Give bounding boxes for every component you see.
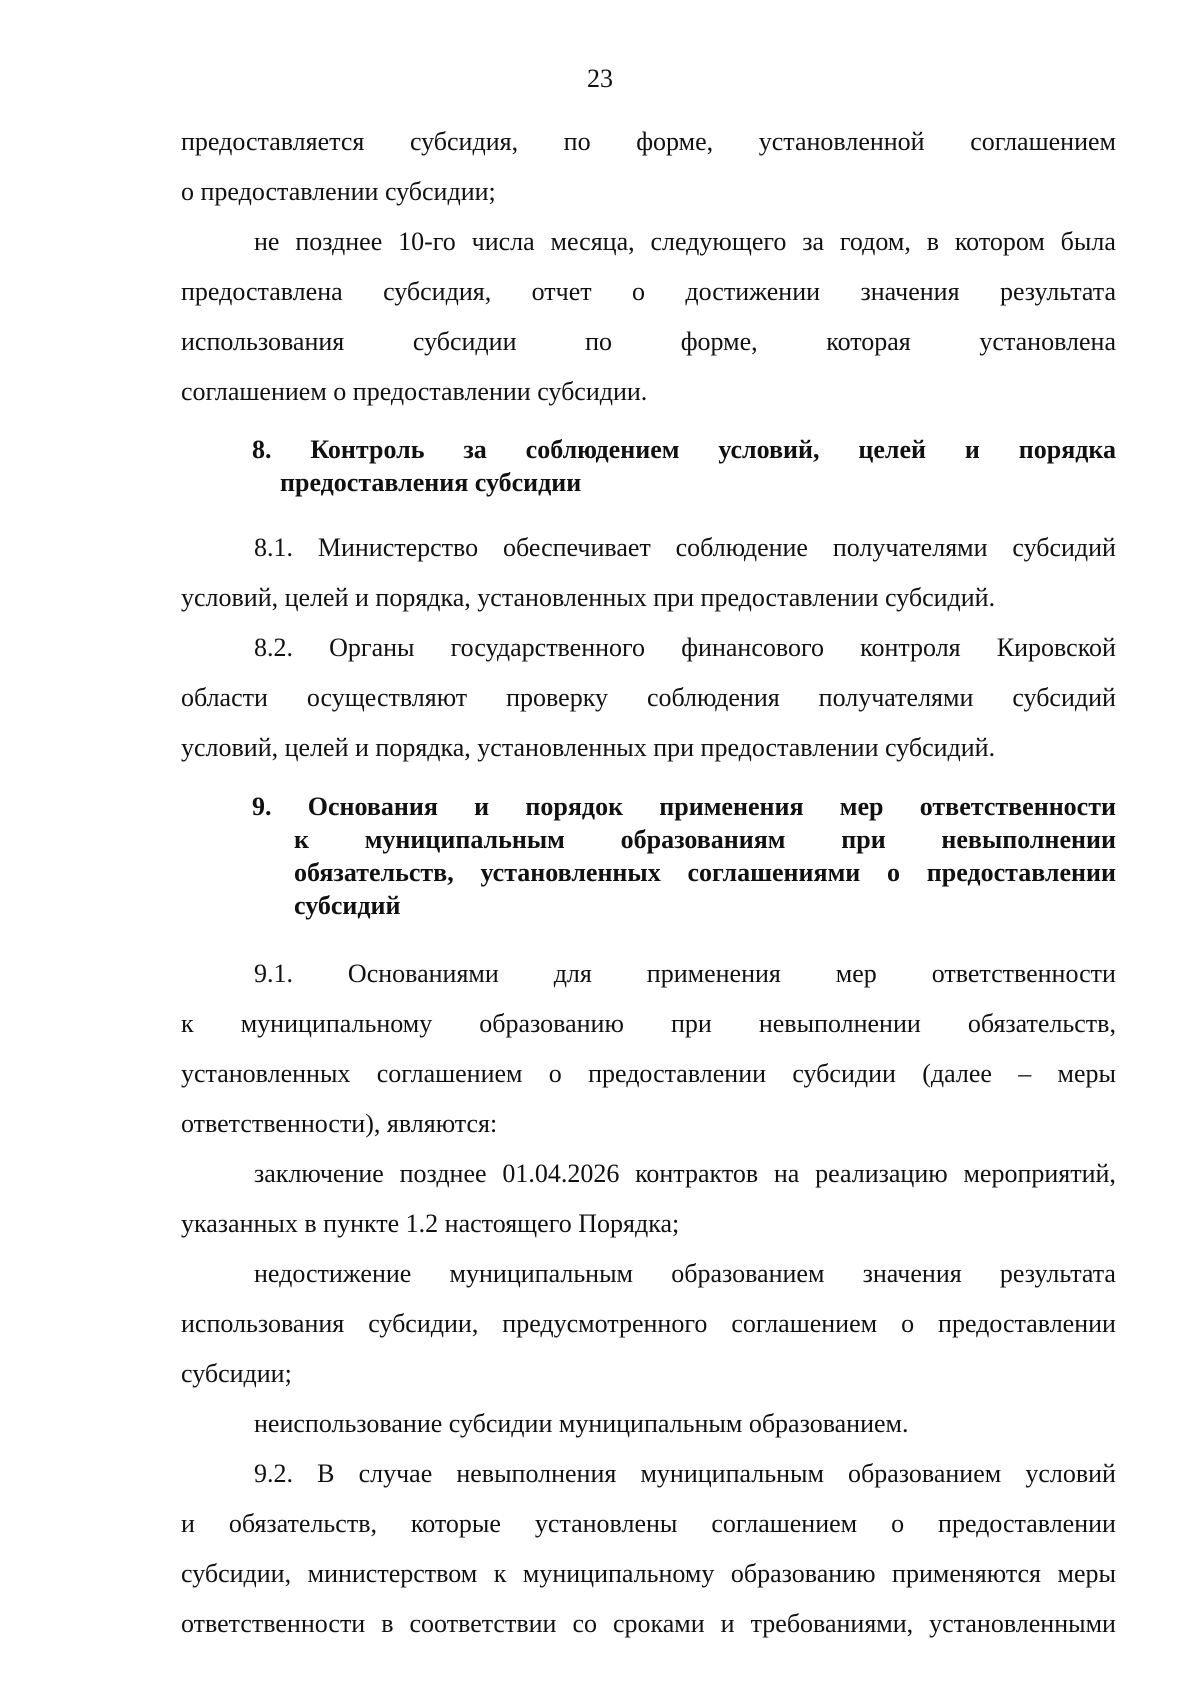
text-line: заключение позднее 01.04.2026 контрактов на реализацию мероприятий, xyxy=(254,1159,1116,1188)
text-line: субсидии; xyxy=(181,1359,292,1388)
text-line: предоставлена субсидия, отчет о достижении значения результата xyxy=(181,277,1116,306)
text-line: о предоставлении субсидии; xyxy=(181,177,496,206)
text-line: 8.1. Министерство обеспечивает соблюдение получателями субсидий xyxy=(254,533,1116,562)
text-line: использования субсидии по форме, которая установлена xyxy=(181,327,1116,356)
paragraph-report-deadline xyxy=(181,217,1116,417)
text-line: соглашением о предоставлении субсидии. xyxy=(181,377,648,406)
heading-line: субсидий xyxy=(294,891,401,920)
text-line: установленных соглашением о предоставлении субсидии (далее – меры xyxy=(181,1059,1116,1088)
heading-line: предоставления субсидии xyxy=(280,468,582,497)
text-line: ответственности в соответствии со сроками и требованиями, установленными xyxy=(181,1609,1116,1638)
paragraph-9-1-item-unused xyxy=(181,1399,1116,1449)
text-line: условий, целей и порядка, установленных при предоставлении субсидий. xyxy=(181,583,996,612)
text-line: субсидии, министерством к муниципальному образованию применяются меры xyxy=(181,1559,1116,1588)
text-line: области осуществляют проверку соблюдения получателями субсидий xyxy=(181,683,1116,712)
text-line: предоставляется субсидия, по форме, установленной соглашением xyxy=(181,127,1116,156)
text-line: использования субсидии, предусмотренного соглашением о предоставлении xyxy=(181,1309,1116,1338)
text-line: к муниципальному образованию при невыполнении обязательств, xyxy=(181,1009,1116,1038)
text-line: неиспользование субсидии муниципальным образованием. xyxy=(254,1409,909,1438)
paragraph-9-1-item-result xyxy=(181,1249,1116,1399)
text-line: не позднее 10-го числа месяца, следующего за годом, в котором была xyxy=(254,227,1116,256)
text-line: и обязательств, которые установлены соглашением о предоставлении xyxy=(181,1509,1116,1538)
heading-line: 9. Основания и порядок применения мер ответственности xyxy=(252,792,1116,821)
text-line: ответственности), являются: xyxy=(181,1109,498,1138)
text-line: условий, целей и порядка, установленных при предоставлении субсидий. xyxy=(181,733,996,762)
heading-line: обязательств, установленных соглашениями о предоставлении xyxy=(294,858,1116,887)
section-heading-9 xyxy=(252,790,1116,922)
paragraph-9-2 xyxy=(181,1449,1116,1649)
text-line: 9.1. Основаниями для применения мер ответственности xyxy=(254,959,1116,988)
paragraph-9-1 xyxy=(181,949,1116,1149)
heading-line: 8. Контроль за соблюдением условий, целей и порядка xyxy=(252,435,1116,464)
paragraph-report-form xyxy=(181,117,1116,217)
text-line: недостижение муниципальным образованием значения результата xyxy=(254,1259,1116,1288)
page-number: 23 xyxy=(587,64,613,93)
paragraph-8-1 xyxy=(181,523,1116,623)
text-line: указанных в пункте 1.2 настоящего Порядка; xyxy=(181,1209,680,1238)
heading-line: к муниципальным образованиям при невыполнении xyxy=(294,825,1116,854)
paragraph-8-2 xyxy=(181,623,1116,773)
text-line: 8.2. Органы государственного финансового контроля Кировской xyxy=(254,633,1116,662)
paragraph-9-1-item-contracts xyxy=(181,1149,1116,1249)
text-line: 9.2. В случае невыполнения муниципальным образованием условий xyxy=(254,1459,1116,1488)
section-heading-8 xyxy=(252,433,1116,499)
